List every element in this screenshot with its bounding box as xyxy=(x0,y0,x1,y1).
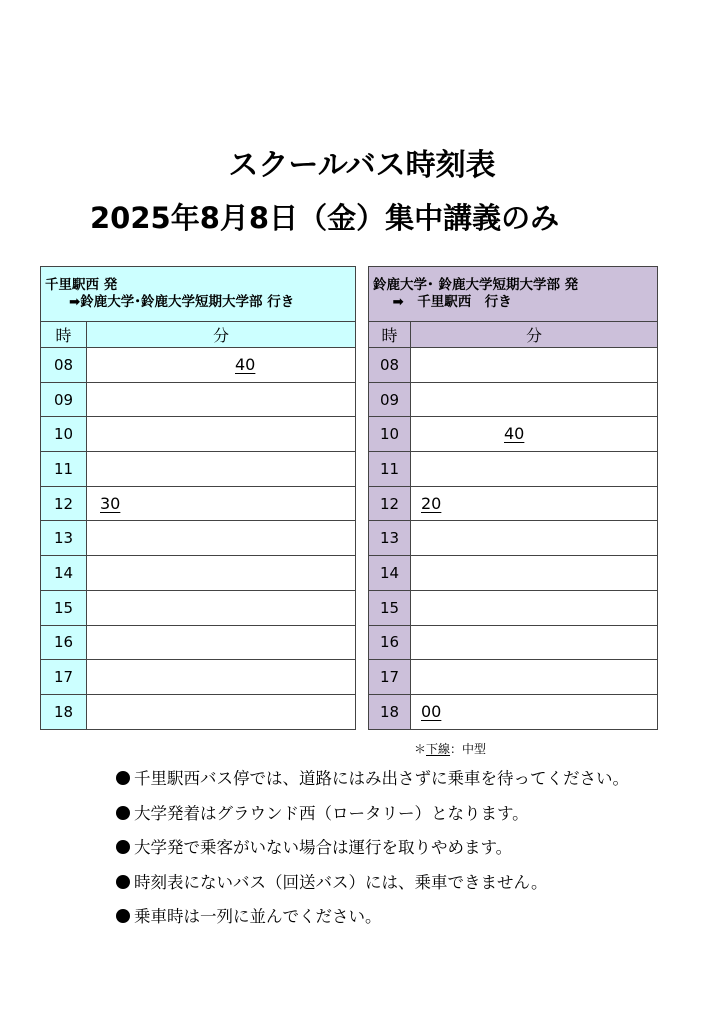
hour-cell: 10 xyxy=(369,417,411,452)
hour-cell: 13 xyxy=(41,521,87,556)
timetable-row xyxy=(41,521,356,556)
bullet-icon xyxy=(116,806,130,820)
minute-cell xyxy=(87,486,356,521)
page-title: スクールバス時刻表 xyxy=(228,148,496,183)
minute-cell xyxy=(411,521,658,556)
hour-cell: 17 xyxy=(369,660,411,695)
minute-cell xyxy=(411,348,658,383)
minute-column-header: 分 xyxy=(87,322,356,348)
outbound-origin: 千里駅西 発 xyxy=(45,277,118,293)
inbound-route-header xyxy=(369,267,658,322)
note-item: 時刻表にないバス（回送バス）には、乗車できません。 xyxy=(116,872,629,907)
timetable-row xyxy=(41,382,356,417)
hour-cell: 10 xyxy=(41,417,87,452)
note-item: 千里駅西バス停では、道路にはみ出さずに乗車を待ってください。 xyxy=(116,768,629,803)
departure-minute: 40 xyxy=(235,355,256,374)
outbound-route-header xyxy=(41,267,356,322)
outbound-destination: ➡鈴鹿大学･鈴鹿大学短期大学部 行き xyxy=(69,294,295,310)
timetable-row xyxy=(41,625,356,660)
timetable-row xyxy=(369,556,658,591)
minute-cell xyxy=(411,417,658,452)
minute-cell xyxy=(411,486,658,521)
minute-cell xyxy=(87,660,356,695)
bullet-icon xyxy=(116,771,130,785)
hour-cell: 16 xyxy=(369,625,411,660)
hour-cell: 15 xyxy=(369,590,411,625)
minute-cell xyxy=(87,452,356,487)
timetable-row xyxy=(369,694,658,729)
hour-column-header: 時 xyxy=(41,322,87,348)
timetable-row xyxy=(369,625,658,660)
timetable-row xyxy=(41,486,356,521)
hour-cell: 09 xyxy=(369,382,411,417)
inbound-timetable xyxy=(368,266,658,730)
timetable-row xyxy=(369,521,658,556)
minute-column-header: 分 xyxy=(411,322,658,348)
bullet-icon xyxy=(116,840,130,854)
page-subtitle: 2025年8月8日（金）集中講義のみ xyxy=(90,201,560,235)
timetable-row xyxy=(41,590,356,625)
minute-cell xyxy=(87,348,356,383)
hour-cell: 17 xyxy=(41,660,87,695)
minute-cell xyxy=(87,417,356,452)
timetable-row xyxy=(369,660,658,695)
note-item: 大学発着はグラウンド西（ロータリー）となります。 xyxy=(116,803,629,838)
timetable-row xyxy=(41,452,356,487)
hour-cell: 15 xyxy=(41,590,87,625)
hour-column-header: 時 xyxy=(369,322,411,348)
departure-minute: 40 xyxy=(504,424,525,444)
timetable-row xyxy=(369,417,658,452)
minute-cell xyxy=(411,694,658,729)
legend-underlined-text: 下線 xyxy=(426,742,451,756)
bullet-icon xyxy=(116,875,130,889)
departure-minute: 00 xyxy=(421,701,442,721)
hour-cell: 14 xyxy=(369,556,411,591)
hour-cell: 08 xyxy=(41,348,87,383)
minute-cell xyxy=(411,590,658,625)
inbound-destination: ➡ 千里駅西 行き xyxy=(379,294,512,310)
hour-cell: 12 xyxy=(41,486,87,521)
minute-cell xyxy=(411,382,658,417)
hour-cell: 18 xyxy=(41,694,87,729)
bullet-icon xyxy=(116,909,130,923)
hour-cell: 12 xyxy=(369,486,411,521)
timetable-row xyxy=(369,382,658,417)
timetable-row xyxy=(41,417,356,452)
departure-minute: 30 xyxy=(100,493,121,513)
hour-cell: 14 xyxy=(41,556,87,591)
timetable-row xyxy=(369,486,658,521)
timetable-row xyxy=(41,556,356,591)
note-item: 乗車時は一列に並んでください。 xyxy=(116,906,629,941)
inbound-origin: 鈴鹿大学･ 鈴鹿大学短期大学部 発 xyxy=(373,277,579,293)
minute-cell xyxy=(411,625,658,660)
hour-cell: 08 xyxy=(369,348,411,383)
timetable-row xyxy=(41,694,356,729)
timetable-row xyxy=(369,590,658,625)
minute-cell xyxy=(87,625,356,660)
hour-cell: 13 xyxy=(369,521,411,556)
hour-cell: 11 xyxy=(369,452,411,487)
minute-cell xyxy=(87,590,356,625)
minute-cell xyxy=(411,452,658,487)
timetable-row xyxy=(41,660,356,695)
minute-cell xyxy=(411,660,658,695)
timetable-row xyxy=(369,348,658,383)
minute-cell xyxy=(87,521,356,556)
notes-list xyxy=(116,768,629,941)
hour-cell: 09 xyxy=(41,382,87,417)
minute-cell xyxy=(87,382,356,417)
hour-cell: 18 xyxy=(369,694,411,729)
departure-minute: 20 xyxy=(421,493,442,513)
minute-cell xyxy=(87,556,356,591)
timetable-row xyxy=(369,452,658,487)
hour-cell: 11 xyxy=(41,452,87,487)
minute-cell xyxy=(87,694,356,729)
note-item: 大学発で乗客がいない場合は運行を取りやめます。 xyxy=(116,837,629,872)
timetable-row xyxy=(41,348,356,383)
minute-cell xyxy=(411,556,658,591)
underline-legend: ＊下線：中型 xyxy=(414,742,487,756)
hour-cell: 16 xyxy=(41,625,87,660)
outbound-timetable xyxy=(40,266,356,730)
